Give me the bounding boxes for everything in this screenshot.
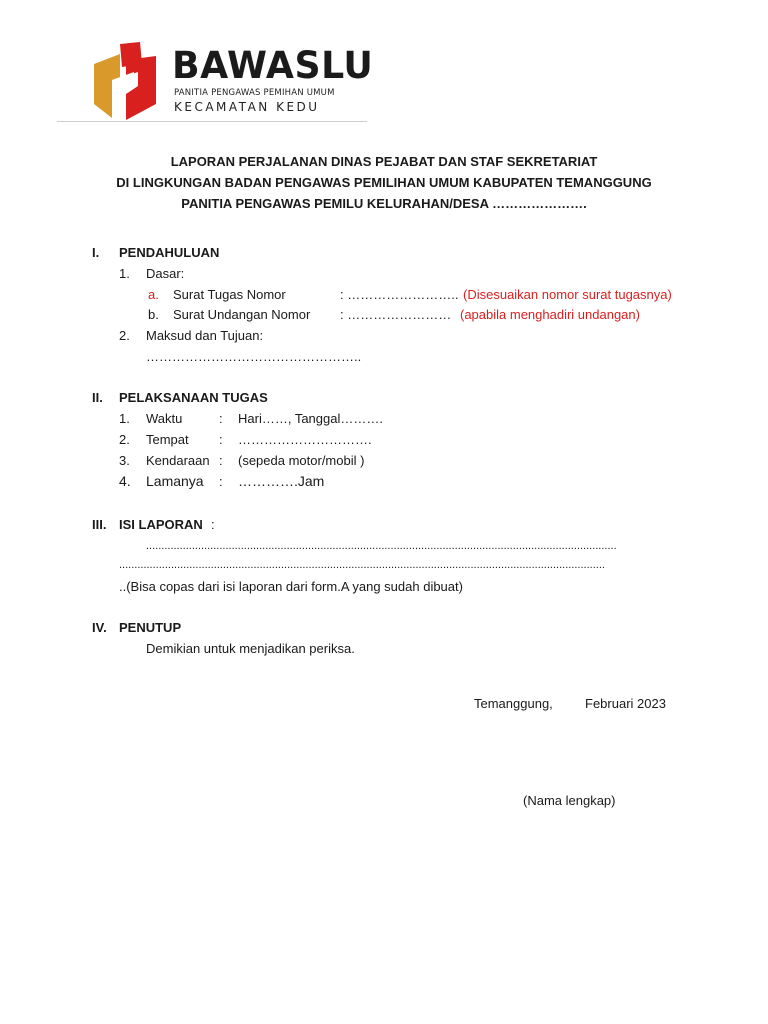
task-row-1-label: Waktu (146, 411, 183, 426)
item-1-label: Dasar: (146, 266, 185, 281)
task-row-1-number: 1. (119, 411, 130, 426)
logo-wordmark: BAWASLU (172, 44, 374, 87)
section-1-heading: PENDAHULUAN (119, 245, 220, 260)
sub-a-value: : …………………….. (340, 287, 459, 302)
item-2-value: ………………………………………….. (146, 349, 362, 364)
sub-b-note: (apabila menghadiri undangan) (460, 307, 640, 322)
ballot-box-icon (90, 42, 170, 122)
report-line-1: .......................................................................................................................................................... (146, 540, 617, 552)
task-row-2-colon: : (219, 432, 223, 447)
task-row-4-number: 4. (119, 473, 131, 489)
section-2-heading: PELAKSANAAN TUGAS (119, 390, 268, 405)
sub-b-label: Surat Undangan Nomor (173, 307, 311, 322)
item-2-number: 2. (119, 328, 130, 343)
task-row-4-value: ………….Jam (238, 473, 325, 489)
item-2-label: Maksud dan Tujuan: (146, 328, 264, 343)
sub-a-label: Surat Tugas Nomor (173, 287, 286, 302)
sub-b-letter: b. (148, 307, 159, 322)
title-line-3: PANITIA PENGAWAS PEMILU KELURAHAN/DESA …………………. (181, 196, 587, 211)
task-row-3-value: (sepeda motor/mobil ) (238, 453, 365, 468)
title-line-1: LAPORAN PERJALANAN DINAS PEJABAT DAN STAF SEKRETARIAT (170, 154, 598, 169)
section-3-heading: ISI LAPORAN (119, 517, 203, 532)
task-row-4-colon: : (219, 474, 223, 489)
task-row-3-label: Kendaraan (146, 453, 210, 468)
task-row-1-value: Hari……, Tanggal………. (238, 411, 383, 426)
header-divider (57, 121, 367, 122)
task-row-3-number: 3. (119, 453, 130, 468)
task-row-2-number: 2. (119, 432, 130, 447)
signature-place: Temanggung, (474, 696, 553, 711)
task-row-1-colon: : (219, 411, 223, 426)
section-3-number: III. (92, 517, 107, 532)
closing-text: Demikian untuk menjadikan periksa. (146, 641, 355, 656)
title-line-2: DI LINGKUNGAN BADAN PENGAWAS PEMILIHAN UMUM KABUPATEN TEMANGGUNG (116, 175, 652, 190)
logo-district: KECAMATAN KEDU (174, 100, 320, 114)
task-row-4-label: Lamanya (146, 473, 204, 489)
section-4-heading: PENUTUP (119, 620, 182, 635)
sub-a-note: (Disesuaikan nomor surat tugasnya) (463, 287, 672, 302)
item-1-number: 1. (119, 266, 130, 281)
report-line-2: ............................................................................................................................................................... (119, 559, 605, 571)
sub-b-value: : …………………… (340, 307, 452, 322)
task-row-2-label: Tempat (146, 432, 189, 447)
section-4-number: IV. (92, 620, 107, 635)
section-1-number: I. (92, 245, 100, 260)
report-note: ..(Bisa copas dari isi laporan dari form.A yang sudah dibuat) (119, 579, 463, 594)
sub-a-letter: a. (148, 287, 159, 302)
signature-date: Februari 2023 (585, 696, 666, 711)
signature-name: (Nama lengkap) (523, 793, 616, 808)
logo-subtitle: PANITIA PENGAWAS PEMIHAN UMUM (174, 88, 335, 98)
bawaslu-logo (90, 42, 374, 122)
task-row-2-value: …………………………. (238, 432, 372, 447)
section-3-colon: : (211, 517, 215, 532)
task-row-3-colon: : (219, 453, 223, 468)
section-2-number: II. (92, 390, 103, 405)
